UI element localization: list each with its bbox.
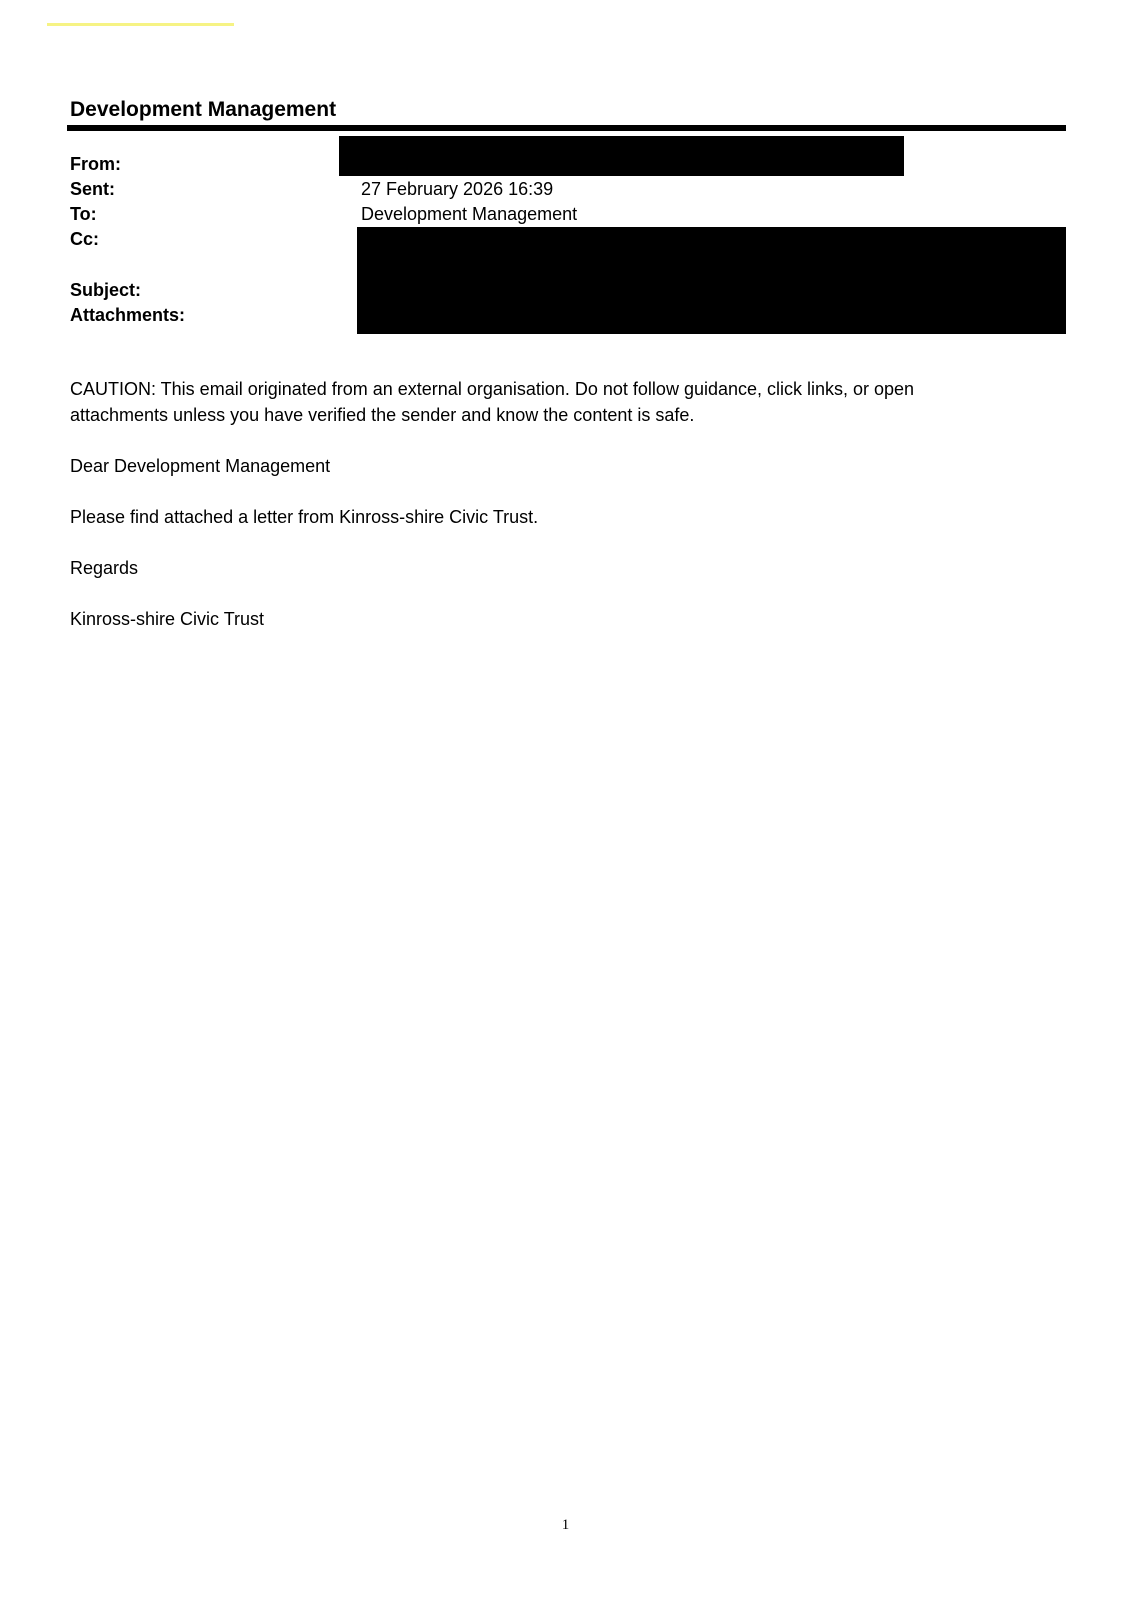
signature: Kinross-shire Civic Trust (70, 609, 265, 629)
sent-value: 27 February 2026 16:39 (361, 179, 554, 199)
from-redaction (339, 136, 904, 176)
caution-line-2: attachments unless you have verified the sender and know the content is safe. (70, 405, 695, 425)
title-rule (67, 125, 1066, 131)
cc-label: Cc: (70, 229, 100, 249)
highlight-mark (47, 23, 234, 26)
sent-label: Sent: (70, 179, 115, 199)
caution-line-1: CAUTION: This email originated from an external organisation. Do not follow guidance, click links, or open (70, 379, 915, 399)
closing: Regards (70, 558, 139, 578)
subject-label: Subject: (70, 280, 142, 300)
page-number: 1 (561, 1517, 570, 1533)
from-label: From: (70, 154, 121, 174)
recipients-subject-redaction (357, 227, 1066, 334)
to-label: To: (70, 204, 97, 224)
to-value: Development Management (361, 204, 578, 224)
message: Please find attached a letter from Kinross-shire Civic Trust. (70, 507, 539, 527)
greeting: Dear Development Management (70, 456, 331, 476)
attachments-label: Attachments: (70, 305, 186, 325)
document-title: Development Management (70, 98, 337, 121)
